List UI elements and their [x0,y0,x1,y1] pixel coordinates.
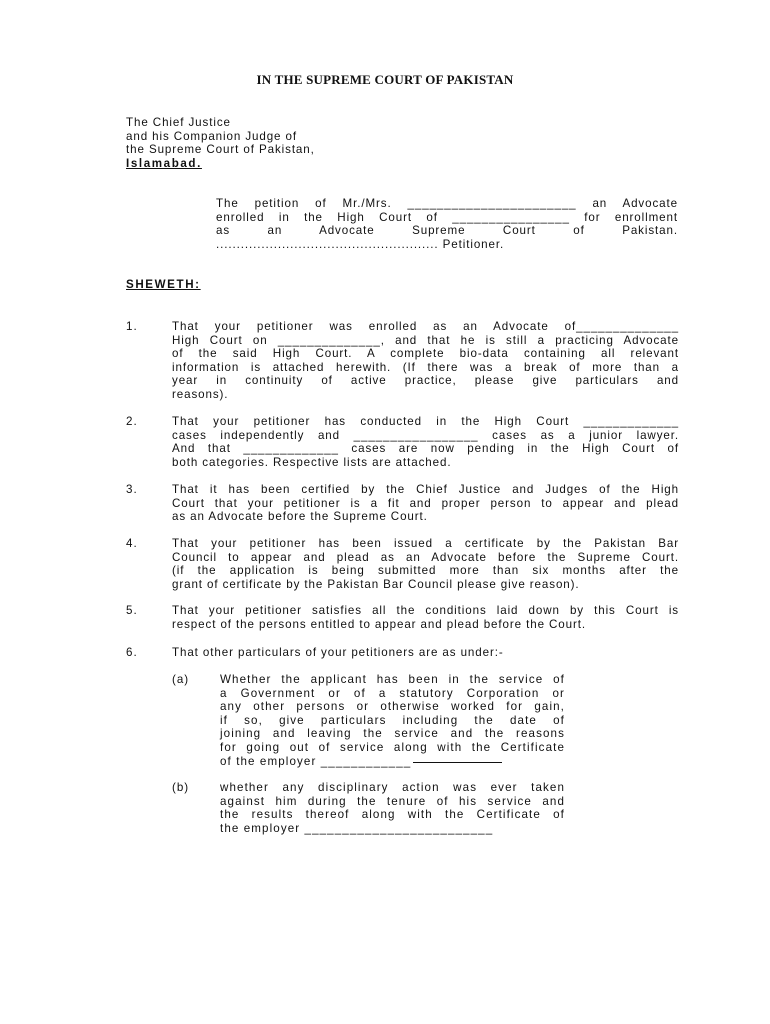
paragraph-line: That it has been certified by the Chief Justice and Judges of the High [172,483,679,496]
paragraph-line: of the said High Court. A complete bio-data containing all relevant [172,347,679,360]
paragraph-line: That your petitioner was enrolled as an Advocate of______________ [172,320,679,333]
paragraph-line: High Court on ______________, and that he is still a practicing Advocate [172,333,679,347]
subitem-text [220,673,565,768]
addressee-city: Islamabad. [126,157,202,171]
petition-line: as an Advocate Supreme Court of Pakistan. [216,224,678,238]
paragraph-line: That your petitioner has conducted in the High Court _____________ [172,415,679,428]
petition-intro [216,197,678,252]
paragraph-text [172,415,679,469]
paragraph-text [172,646,679,660]
subitem-line: any other persons or otherwise worked for gain, [220,700,565,714]
paragraph-line: And that _____________ cases are now pending in the High Court of [172,442,679,455]
addressee-block [126,116,315,171]
sheweth-heading: SHEWETH: [126,278,201,291]
paragraph-line: That your petitioner satisfies all the conditions laid down by this Court is [172,604,679,617]
subitem-line-text: of the employer ____________ [220,754,412,768]
paragraph-line: respect of the persons entitled to appear and plead before the Court. [172,617,587,631]
subitem-line: joining and leaving the service and the reasons [220,727,565,741]
petition-line: enrolled in the High Court of ________________ for enrollment [216,210,678,224]
paragraph-line: Court that your petitioner is a fit and proper person to appear and plead [172,496,679,510]
paragraph-text [172,604,679,631]
subitem-label: (b) [172,781,190,794]
addressee-line: the Supreme Court of Pakistan, [126,143,315,157]
petition-line: ...................................................... Petitioner. [216,238,505,252]
paragraph-line: year in continuity of active practice, please give particulars and [172,374,679,387]
addressee-line: The Chief Justice [126,116,231,129]
paragraph-line: as an Advocate before the Supreme Court. [172,510,428,523]
paragraph-line: information is attached herewith. (If there was a break of more than a [172,360,679,374]
paragraph-line: Council to appear and plead as an Advocate before the Supreme Court. [172,550,679,564]
paragraph-line: That other particulars of your petitioners are as under:- [172,646,504,659]
paragraph-text [172,483,679,524]
subitem-line: a Government or of a statutory Corporation or [220,686,565,700]
paragraph-number: 1. [126,320,138,333]
subitem-line: Whether the applicant has been in the service of [220,673,565,686]
paragraph-number: 2. [126,415,138,428]
petition-line: The petition of Mr./Mrs. _______________________ an Advocate [216,197,678,210]
signature-rule [413,762,502,763]
paragraph-number: 3. [126,483,138,496]
paragraph-line: (if the application is being submitted more than six months after the [172,564,679,577]
subitem-line: for going out of service along with the Certificate [220,740,565,754]
paragraph-number: 4. [126,537,138,550]
paragraph-number: 5. [126,604,138,617]
paragraph-text [172,537,679,591]
addressee-line: and his Companion Judge of [126,129,297,143]
subitem-text [220,781,565,835]
subitem-label: (a) [172,673,190,686]
subitem-line: against him during the tenure of his service and [220,794,565,808]
subitem-line [220,755,565,769]
paragraph-line: reasons). [172,387,229,401]
subitem-line: the results thereof along with the Certificate of [220,808,565,822]
paragraph-line: both categories. Respective lists are attached. [172,455,452,469]
paragraph-number: 6. [126,646,138,659]
paragraph-line: grant of certificate by the Pakistan Bar Council please give reason). [172,577,580,591]
subitem-line: whether any disciplinary action was ever taken [220,781,565,794]
paragraph-line: That your petitioner has been issued a certificate by the Pakistan Bar [172,537,679,550]
subitem-line: if so, give particulars including the date of [220,713,565,727]
document-title: IN THE SUPREME COURT OF PAKISTAN [256,72,514,87]
subitem-line: the employer _________________________ [220,821,494,835]
paragraph-line: cases independently and _________________ cases as a junior lawyer. [172,428,679,442]
paragraph-text [172,320,679,401]
